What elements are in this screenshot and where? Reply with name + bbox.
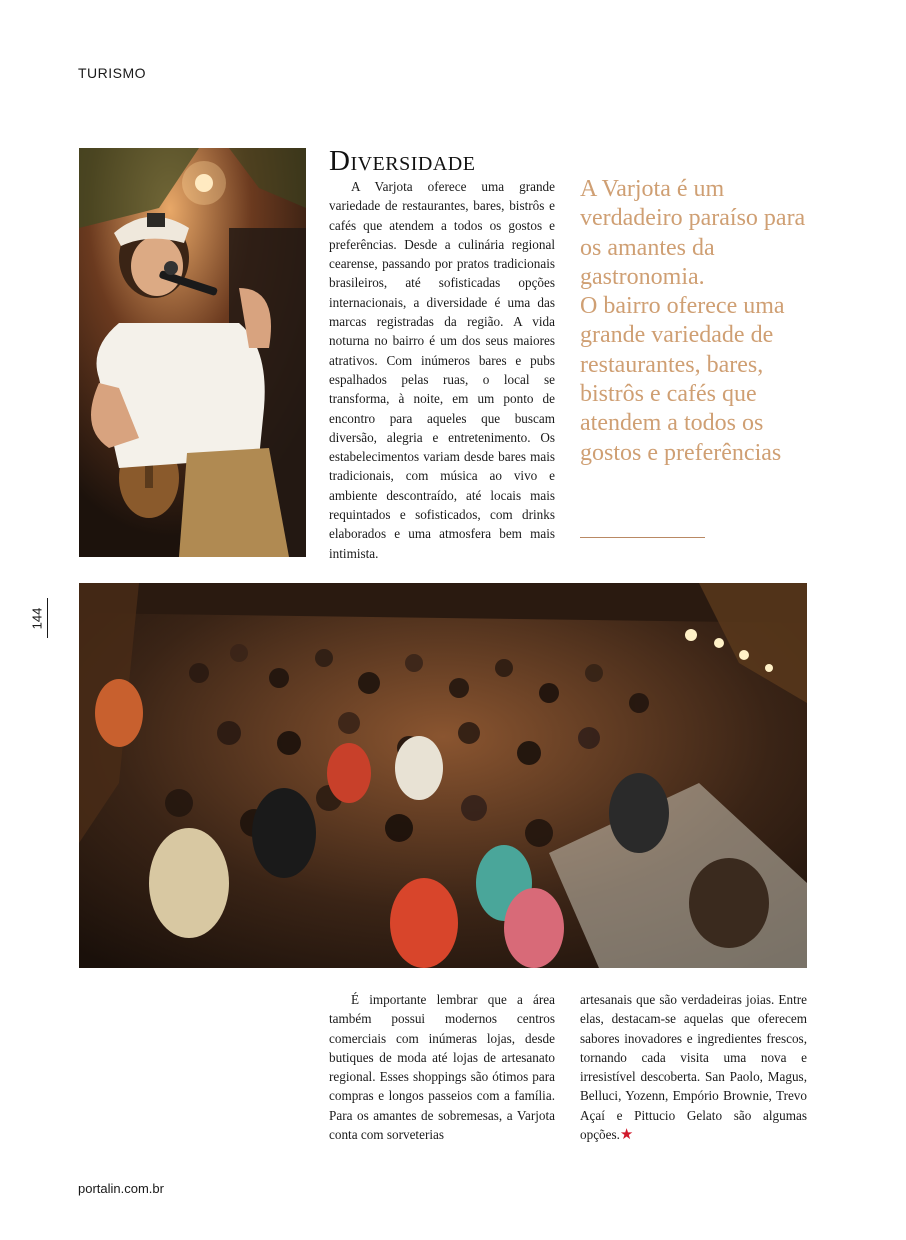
article-heading: Diversidade xyxy=(329,145,476,177)
end-mark-star-icon: ★ xyxy=(619,1127,634,1144)
pull-quote-line-2: O bairro oferece uma grande variedade de restaurantes, bares, bistrôs e cafés que atendem a todos os gostos e preferências xyxy=(580,293,785,466)
page-number-rule xyxy=(47,598,48,638)
crowd-photo xyxy=(79,583,807,968)
article-paragraph-2-right xyxy=(580,990,807,1145)
article-paragraph-1: A Varjota oferece uma grande variedade de restaurantes, bares, bistrôs e cafés que atendem a todos os gostos e preferências. Desde a culinária regional cearense, passando por pratos tradicionais brasileiros, até sofisticadas opções internacionais, a diversidade é uma das marcas registradas da região. A vida noturna no bairro é um dos seus maiores atrativos. Com inúmeros bares e pubs espalhados pelas ruas, o local se transforma, à noite, em um ponto de encontro para aqueles que buscam diversão, alegria e entretenimento. Os estabelecimentos variam desde bares mais tradicionais, com música ao vivo e ambiente descontraído, até locais mais requintados e sofisticados, com drinks elaborados e uma atmosfera bem mais intimista. xyxy=(329,179,555,561)
article-paragraph-2-left: É importante lembrar que a área também possui modernos centros comerciais com inúmeras lojas, desde butiques de moda até lojas de artesanato regional. Esses shoppings são ótimos para compras e longos passeios com a família. Para os amantes de sobremesas, a Varjota conta com sorveterias xyxy=(329,992,555,1143)
footer-url: portalin.com.br xyxy=(78,1181,164,1196)
singer-photo xyxy=(79,148,306,557)
pull-quote xyxy=(580,175,806,468)
pull-quote-rule xyxy=(580,537,705,538)
section-label: TURISMO xyxy=(78,65,147,81)
article-paragraph-2-right-text: artesanais que são verdadeiras joias. Entre elas, destacam-se aquelas que oferecem sabores inovadores e ingredientes frescos, tornando cada visita uma nova e irresistível descoberta. San Paolo, Magus, Belluci, Yozenn, Empório Brownie, Trevo Açaí e Pittucio Gelato são algumas opções. xyxy=(580,992,807,1143)
page-number-text: 144 xyxy=(29,607,45,629)
pull-quote-line-1: A Varjota é um verdadeiro paraíso para os amantes da gastronomia. xyxy=(580,176,806,290)
